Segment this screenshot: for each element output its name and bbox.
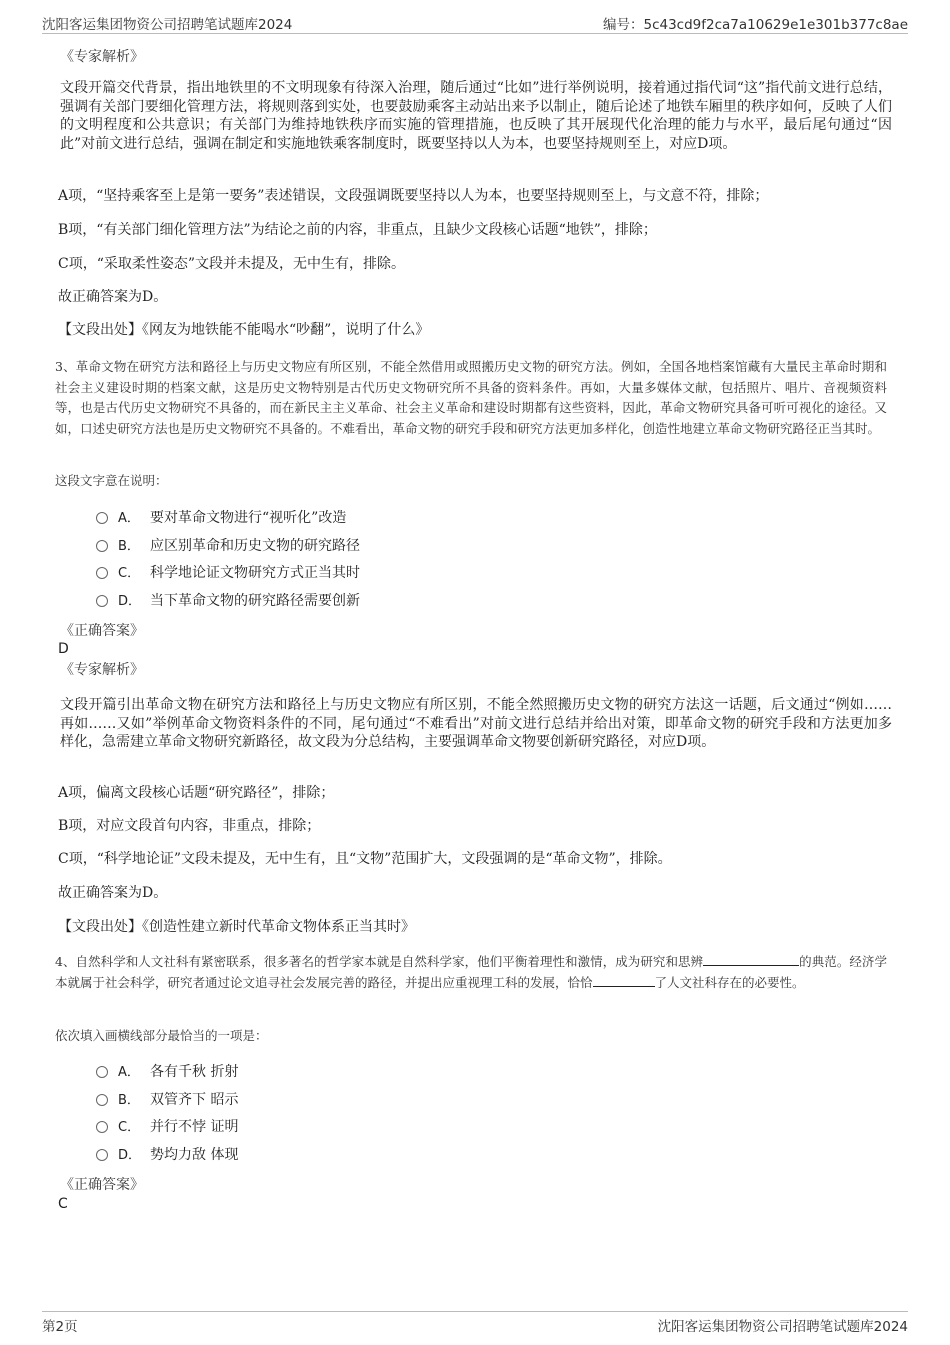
q3-option-a[interactable] bbox=[96, 509, 346, 528]
q4-blank-1 bbox=[703, 953, 799, 966]
radio-icon[interactable] bbox=[96, 1149, 108, 1161]
footer-title: 沈阳客运集团物资公司招聘笔试题库2024 bbox=[657, 1319, 908, 1335]
q3-answer: D bbox=[58, 641, 69, 657]
q3-option-d[interactable] bbox=[96, 592, 360, 611]
q3-analysis-text: 文段开篇引出革命文物在研究方法和路径上与历史文物应有所区别，不能全然照搬历史文物的研究方法这一话题，后文通过“例如……再如……又如”举例革命文物资料条件的不同，尾句通过“不难看出”对前文进行总结并给出对策，即革命文物的研究手段和方法更加多样化，急需建立革命文物研究新路径，故文段为分总结构，主要强调革命文物要创新研究路径，对应D项。 bbox=[60, 697, 892, 750]
q4-option-c[interactable] bbox=[96, 1118, 238, 1137]
option-text: 应区别革命和历史文物的研究路径 bbox=[150, 538, 360, 554]
option-key: A． bbox=[118, 1065, 140, 1080]
q4-stem: 依次填入画横线部分最恰当的一项是： bbox=[55, 1028, 268, 1043]
option-key: A． bbox=[118, 511, 140, 526]
q2-analysis-label: 《专家解析》 bbox=[60, 49, 144, 65]
q2-note-c: C项，“采取柔性姿态”文段并未提及，无中生有，排除。 bbox=[58, 256, 406, 272]
option-text: 要对革命文物进行“视听化”改造 bbox=[150, 510, 347, 526]
q2-note-b: B项，“有关部门细化管理方法”为结论之前的内容，非重点，且缺少文段核心话题“地铁”，排除； bbox=[58, 222, 657, 238]
q3-question-text: 3、革命文物在研究方法和路径上与历史文物应有所区别，不能全然借用或照搬历史文物的研究方法。例如，全国各地档案馆藏有大量民主革命时期和社会主义建设时期的档案文献，这是历史文物特别是古代历史文物研究所不具备的资料条件。再如，大量多媒体文献，包括照片、唱片、音视频资料等，也是古代历史文物研究不具备的，而在新民主主义革命、社会主义革命和建设时期都有这些资料，因此，革命文物研究具备可听可视化的途径。又如，口述史研究方法也是历史文物研究不具备的。不难看出，革命文物的研究手段和研究方法更加多样化，创造性地建立革命文物研究路径正当其时。 bbox=[55, 359, 887, 436]
page-header bbox=[42, 13, 908, 34]
radio-icon[interactable] bbox=[96, 1066, 108, 1078]
radio-icon[interactable] bbox=[96, 595, 108, 607]
page-number: 第2页 bbox=[42, 1319, 78, 1335]
option-key: D． bbox=[118, 594, 142, 609]
option-key: C． bbox=[118, 566, 141, 581]
radio-icon[interactable] bbox=[96, 1121, 108, 1133]
option-text: 当下革命文物的研究路径需要创新 bbox=[150, 593, 360, 609]
q3-note-b: B项，对应文段首句内容，非重点，排除； bbox=[58, 818, 321, 834]
option-key: B． bbox=[118, 539, 140, 554]
q3-answer-label: 《正确答案》 bbox=[60, 623, 144, 639]
option-text: 并行不悖 证明 bbox=[150, 1119, 239, 1135]
q4-option-d[interactable] bbox=[96, 1146, 238, 1165]
q4-option-b[interactable] bbox=[96, 1091, 238, 1110]
q2-conclusion: 故正确答案为D。 bbox=[58, 289, 168, 305]
q3-source: 【文段出处】《创造性建立新时代革命文物体系正当其时》 bbox=[58, 919, 415, 935]
radio-icon[interactable] bbox=[96, 540, 108, 552]
q3-option-b[interactable] bbox=[96, 537, 360, 556]
option-text: 势均力敌 体现 bbox=[150, 1147, 239, 1163]
q3-conclusion: 故正确答案为D。 bbox=[58, 885, 168, 901]
option-text: 双管齐下 昭示 bbox=[150, 1092, 239, 1108]
radio-icon[interactable] bbox=[96, 1094, 108, 1106]
header-title: 沈阳客运集团物资公司招聘笔试题库2024 bbox=[42, 17, 293, 33]
q3-note-a: A项，偏离文段核心话题“研究路径”，排除； bbox=[58, 785, 335, 801]
option-text: 科学地论证文物研究方式正当其时 bbox=[150, 565, 360, 581]
q4-question-text bbox=[55, 952, 887, 993]
q2-note-a: A项，“坚持乘客至上是第一要务”表述错误，文段强调既要坚持以人为本，也要坚持规则至上，与文意不符，排除； bbox=[58, 188, 769, 204]
q3-analysis-label: 《专家解析》 bbox=[60, 662, 144, 678]
q3-note-c: C项，“科学地论证”文段未提及，无中生有，且“文物”范围扩大，文段强调的是“革命文物”，排除。 bbox=[58, 851, 672, 867]
q3-option-c[interactable] bbox=[96, 564, 360, 583]
option-key: B． bbox=[118, 1093, 140, 1108]
radio-icon[interactable] bbox=[96, 512, 108, 524]
q4-blank-2 bbox=[593, 974, 655, 987]
header-code: 编号：5c43cd9f2ca7a10629e1e301b377c8ae bbox=[602, 17, 908, 33]
q4-text-part2: 的典范。经济学本就属于社会科学，研究者通过论文追寻社会发展完善的路径，并提出应重视理工科的发展，恰恰 bbox=[55, 954, 887, 990]
option-key: D． bbox=[118, 1148, 142, 1163]
q4-text-part1: 4、自然科学和人文社科有紧密联系，很多著名的哲学家本就是自然科学家，他们平衡着理性和激情，成为研究和思辨 bbox=[55, 954, 704, 969]
q4-option-a[interactable] bbox=[96, 1063, 238, 1082]
q3-stem: 这段文字意在说明： bbox=[55, 473, 168, 488]
radio-icon[interactable] bbox=[96, 567, 108, 579]
option-key: C． bbox=[118, 1120, 141, 1135]
q2-source: 【文段出处】《网友为地铁能不能喝水“吵翻”，说明了什么》 bbox=[58, 322, 430, 338]
q4-answer-label: 《正确答案》 bbox=[60, 1177, 144, 1193]
page-footer bbox=[42, 1311, 908, 1335]
q4-text-part3: 了人文社科存在的必要性。 bbox=[654, 974, 805, 990]
q2-analysis-text: 文段开篇交代背景，指出地铁里的不文明现象有待深入治理，随后通过“比如”进行举例说明，接着通过指代词“这”指代前文进行总结，强调有关部门要细化管理方法，将规则落到实处，也要鼓励乘客主动站出来予以制止，随后论述了地铁车厢里的秩序如何，反映了人们的文明程度和公共意识；有关部门为维持地铁秩序而实施的管理措施，也反映了其开展现代化治理的能力与水平，最后尾句通过“因此”对前文进行总结，强调在制定和实施地铁乘客制度时，既要坚持以人为本，也要坚持规则至上，对应D项。 bbox=[60, 80, 892, 152]
q4-answer: C bbox=[58, 1196, 68, 1212]
option-text: 各有千秋 折射 bbox=[150, 1064, 239, 1080]
